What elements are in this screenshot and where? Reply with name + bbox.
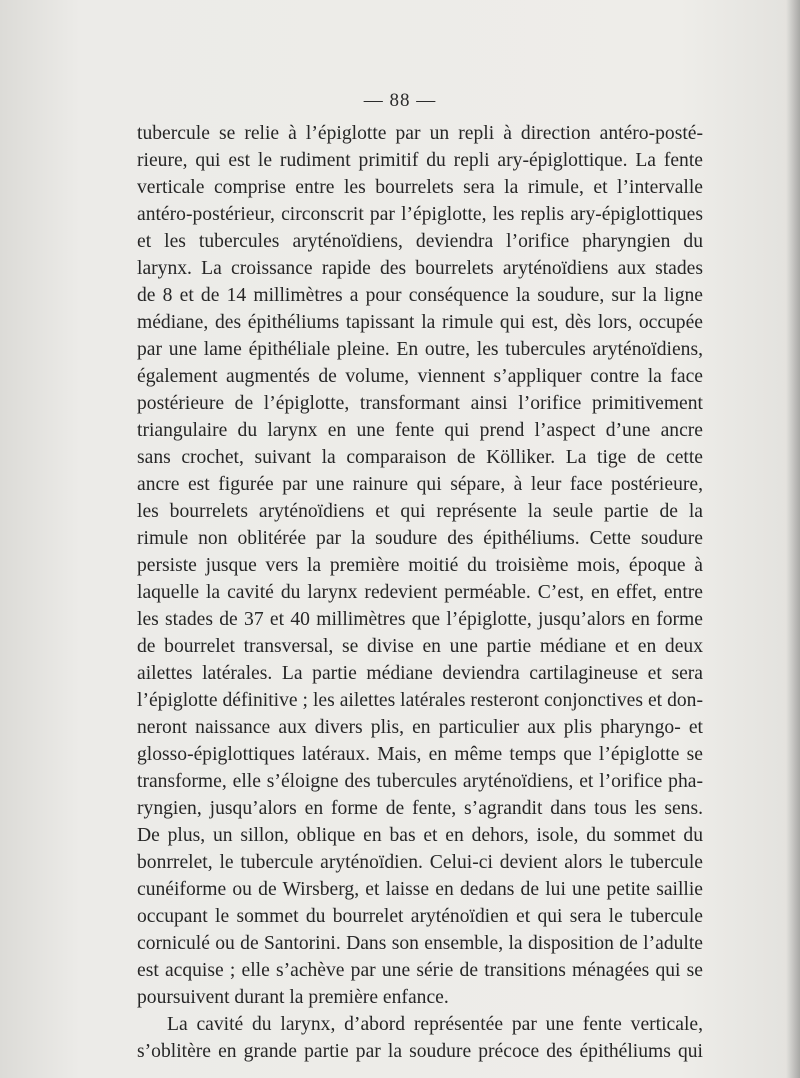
text-line: ancre est figurée par une rainure qui sépare, à leur face postérieure, [137, 474, 703, 495]
text-line: triangulaire du larynx en une fente qui prend l’aspect d’une ancre [137, 420, 703, 441]
text-line: de 8 et de 14 millimètres a pour conséquence la soudure, sur la ligne [137, 285, 703, 306]
text-line: également augmentés de volume, viennent s’appliquer contre la face [137, 366, 703, 387]
text-line: les stades de 37 et 40 millimètres que l’épiglotte, jusqu’alors en forme [137, 609, 703, 630]
text-line: est acquise ; elle s’achève par une série de transitions ménagées qui se [137, 960, 703, 981]
page-number: — 88 — [363, 90, 437, 111]
page-edge-shadow [786, 0, 800, 1078]
text-line: La cavité du larynx, d’abord représentée par une fente verticale, [167, 1014, 703, 1035]
text-line: et les tubercules aryténoïdiens, deviendra l’orifice pharyngien du [137, 231, 703, 252]
text-line: antéro-postérieur, circonscrit par l’épiglotte, les replis ary-épiglottiques [137, 204, 703, 225]
body-text [137, 120, 703, 1065]
text-line: ailettes latérales. La partie médiane deviendra cartilagineuse et sera [137, 663, 703, 684]
text-line: poursuivent durant la première enfance. [137, 987, 449, 1008]
text-line: postérieure de l’épiglotte, transformant ainsi l’orifice primitivement [137, 393, 703, 414]
text-line: laquelle la cavité du larynx redevient perméable. C’est, en effet, entre [137, 582, 703, 603]
text-line: persiste jusque vers la première moitié du troisième mois, époque à [137, 555, 703, 576]
text-line: sans crochet, suivant la comparaison de Kölliker. La tige de cette [137, 447, 703, 468]
text-line: verticale comprise entre les bourrelets sera la rimule, et l’intervalle [137, 177, 703, 198]
text-line: glosso-épiglottiques latéraux. Mais, en même temps que l’épiglotte se [137, 744, 703, 765]
text-line: rimule non oblitérée par la soudure des épithéliums. Cette soudure [137, 528, 703, 549]
text-line: médiane, des épithéliums tapissant la rimule qui est, dès lors, occupée [137, 312, 703, 333]
text-line: rieure, qui est le rudiment primitif du repli ary-épiglottique. La fente [137, 150, 703, 171]
text-line: ryngien, jusqu’alors en forme de fente, s’agrandit dans tous les sens. [137, 798, 703, 819]
text-line: s’oblitère en grande partie par la soudure précoce des épithéliums qui [137, 1041, 703, 1062]
text-line: larynx. La croissance rapide des bourrelets aryténoïdiens aux stades [137, 258, 703, 279]
text-line: de bourrelet transversal, se divise en une partie médiane et en deux [137, 636, 703, 657]
text-line: De plus, un sillon, oblique en bas et en dehors, isole, du sommet du [137, 825, 703, 846]
text-line: tubercule se relie à l’épiglotte par un repli à direction antéro-posté- [137, 123, 703, 144]
text-line: les bourrelets aryténoïdiens et qui représente la seule partie de la [137, 501, 703, 522]
text-line: bonrrelet, le tubercule aryténoïdien. Celui-ci devient alors le tubercule [137, 852, 703, 873]
text-line: l’épiglotte définitive ; les ailettes latérales resteront conjonctives et don- [137, 690, 703, 711]
text-line: occupant le sommet du bourrelet aryténoïdien et qui sera le tubercule [137, 906, 703, 927]
text-line: par une lame épithéliale pleine. En outre, les tubercules aryténoïdiens, [137, 339, 703, 360]
text-line: transforme, elle s’éloigne des tubercules aryténoïdiens, et l’orifice pha- [137, 771, 703, 792]
text-line: cunéiforme ou de Wirsberg, et laisse en dedans de lui une petite saillie [137, 879, 703, 900]
text-line: neront naissance aux divers plis, en particulier aux plis pharyngo- et [137, 717, 703, 738]
text-line: corniculé ou de Santorini. Dans son ensemble, la disposition de l’adulte [137, 933, 703, 954]
